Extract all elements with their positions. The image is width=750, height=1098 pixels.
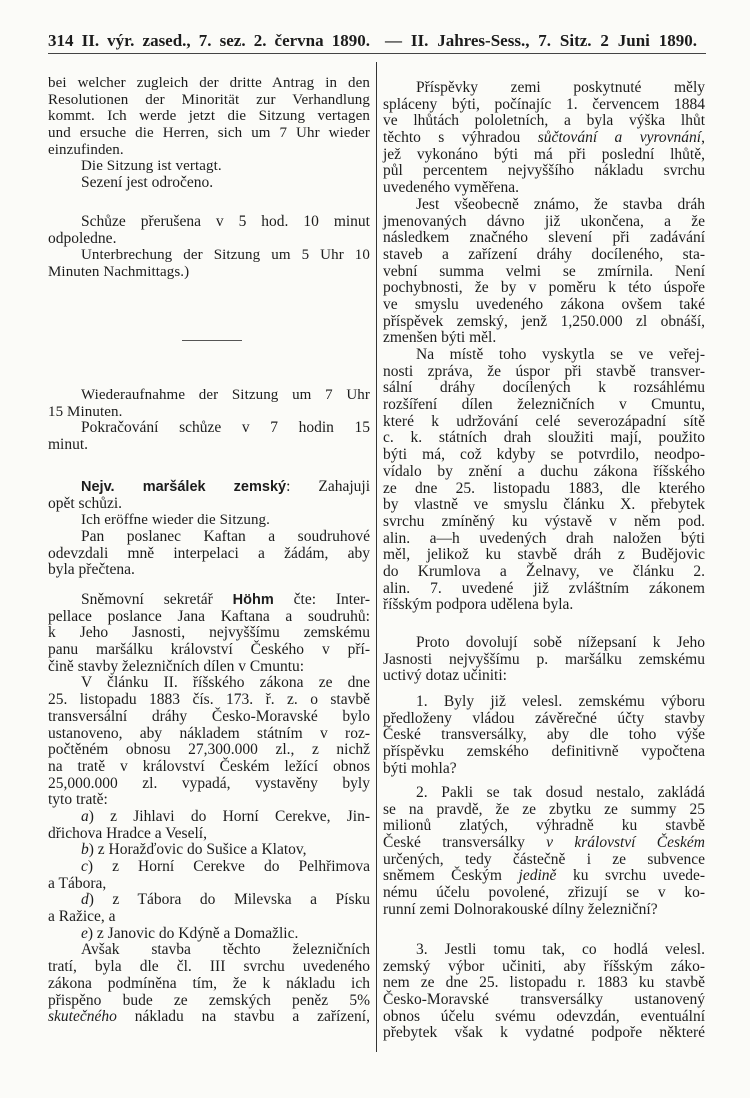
text-line: tratí, byla dle čl. III svrchu uvedeného [48, 958, 370, 976]
text-line: půl percentem nejvyššího nákladu svrchu [383, 162, 705, 180]
text-segment: čte: Inter- [273, 591, 370, 608]
text-line: jmenovaných dávno již ukončena, a že [383, 212, 705, 230]
text-line: Unterbrechung der Sitzung um 5 Uhr 10 [81, 247, 370, 264]
text-line [48, 1009, 370, 1026]
paragraph [383, 347, 705, 614]
right-block-request [383, 635, 705, 685]
text-line: staveb a zařízení dráhy docíleného, sta- [383, 245, 705, 263]
text-line: pochybnosti, že by v poměru k této úspoře [383, 279, 705, 297]
text-segment: nákladu na stavbu a zařízení, [116, 1008, 370, 1026]
text-line: předloženy vládou závěrečné účty stavby [383, 709, 705, 727]
text-line: sální dráhy docílených k rozsáhlému [383, 379, 705, 397]
text-line: nosti zpráva, že úspor při stavbě transver- [383, 362, 705, 380]
text-line [48, 809, 370, 826]
text-line: 25. listopadu 1883 čís. 173. ř. z. o stavbě [48, 691, 370, 709]
text-line: Jest všeobecně známo, že stavba dráh [416, 195, 705, 213]
text-line: 25,000.000 zl. vypadá, vystavěny byly [48, 774, 370, 792]
text-segment: sněmem Českým [383, 867, 519, 885]
paragraph [48, 859, 370, 892]
text-line: panu maršálku království Českého v pří- [48, 641, 370, 659]
paragraph [383, 694, 705, 777]
paragraph [48, 842, 370, 859]
text-line: které k udržování celé severozápadní sítě [383, 412, 705, 430]
text-line: Wiederaufnahme der Sitzung um 7 Uhr [81, 387, 370, 403]
text-segment: ) z Tábora do Milevska a Písku [88, 891, 370, 909]
text-segment: ) z Horažďovic do Sušice a Klatov, [88, 841, 307, 859]
text-segment: , [701, 129, 705, 147]
paragraph [383, 80, 705, 197]
text-line: čině stavby železničních dílen v Cmuntu: [48, 657, 305, 675]
text-line: ve lhůtách pololetních, a byla výška lhůt [383, 112, 705, 130]
paragraph [383, 635, 705, 685]
text-line [48, 479, 370, 496]
text-line: příspěvku zemského definitivně vypočtena [383, 743, 705, 761]
italic-text: jedině [518, 867, 557, 885]
text-line: a Tábora, [48, 874, 107, 892]
text-line: zmenšen býti měl. [383, 329, 497, 347]
text-line: a Ražice, a [48, 908, 116, 926]
text-line: alin. a—h uvedených drah naložen býti [383, 529, 705, 547]
text-line: býti má, což kdyby se potvrdilo, neodpo- [383, 446, 705, 464]
text-line: Sezení jest odročeno. [81, 174, 214, 192]
column-divider [376, 62, 377, 1052]
text-line: se na pravdě, že ze zbytku ze summy 25 [383, 800, 705, 818]
paragraph [48, 809, 370, 842]
text-line: České transversálky, aby dle toho výše [383, 726, 705, 744]
text-line: přebytek však k vydatné podpoře některé [383, 1024, 705, 1042]
text-line [383, 868, 705, 885]
paragraph [383, 785, 705, 919]
left-block-interpellation [48, 592, 370, 1026]
text-line: Minuten Nachmittags.) [48, 264, 190, 281]
right-block-question-1 [383, 694, 705, 777]
text-line: na tratě v království Českém ležící obnos [48, 757, 370, 775]
text-line: následkem značného slevení při zadávání [383, 229, 705, 247]
left-block-marshal-speech [48, 479, 370, 579]
italic-text: v království Českém [546, 834, 705, 852]
text-line: V článku II. říšského zákona ze dne [81, 674, 370, 692]
paragraph [48, 75, 370, 158]
text-line: by vlastně ve smyslu článku X. přebytek [383, 496, 705, 514]
text-line: rozšíření dílen železničních v Cmuntu, [383, 396, 705, 414]
italic-text: d [81, 891, 89, 909]
text-line: svrchu zmíněný ku výstavě v něm pod. [383, 512, 705, 530]
running-header-czech: 314 II. výr. zased., 7. sez. 2. června 1890. [48, 31, 370, 50]
text-line: Příspěvky zemi poskytnuté měly [416, 79, 705, 96]
right-block-question-3 [383, 942, 705, 1042]
italic-text: sůčtování a vyrovnání [537, 129, 702, 147]
paragraph [48, 892, 370, 925]
text-line: Schůze přerušena v 5 hod. 10 minut [81, 213, 370, 230]
paragraph [48, 175, 370, 192]
paragraph [48, 247, 370, 280]
paragraph [48, 512, 370, 529]
text-line: Jasnosti nejvyššímu p. maršálku zemskému [383, 650, 705, 668]
text-line: 1. Byly již velesl. zemskému výboru [416, 693, 705, 710]
text-line: Ich eröffne wieder die Sitzung. [81, 512, 271, 529]
text-line: počtěném obnosu 27,300.000 zl., z nichž [48, 741, 370, 759]
text-line: milionů zlatých, výhradně ku stavbě [383, 817, 705, 835]
text-line [48, 859, 370, 876]
left-block-resumption [48, 387, 370, 454]
text-line: bei welcher zugleich der dritte Antrag in den [48, 75, 370, 91]
left-block-adjournment [48, 75, 370, 192]
text-line: Na místě toho vyskytla se ve veřej- [416, 346, 705, 363]
text-line: Pokračování schůze v 7 hodin 15 [81, 419, 370, 437]
bold-text: Höhm [232, 592, 274, 608]
text-line: und ersuche die Herren, sich um 7 Uhr wieder [48, 125, 370, 142]
text-line: 3. Jestli tomu tak, co hodlá velesl. [416, 941, 705, 958]
right-block-interpellation-body [383, 80, 705, 614]
text-line: obnos účelu svému odevzdán, eventuální [383, 1007, 705, 1025]
text-line: pellace poslance Jana Kaftana a soudruhů: [48, 607, 370, 625]
paragraph [48, 420, 370, 453]
text-line: dřichova Hradce a Veselí, [48, 824, 207, 842]
text-line: einzufinden. [48, 141, 124, 158]
text-line: 2. Pakli se tak dosud nestalo, zakládá [416, 784, 705, 801]
text-line: Proto dovolují sobě nížepsaní k Jeho [416, 634, 705, 651]
text-line: příspěvek zemský, jenž 1,250.000 zl obnáší, [383, 312, 705, 330]
right-block-question-2 [383, 785, 705, 919]
italic-text: skutečného [48, 1008, 117, 1026]
italic-text: a [81, 807, 89, 825]
paragraph [48, 675, 370, 809]
text-line: říšským podpora udělena byla. [383, 596, 574, 614]
text-segment: ) z Horní Cerekve do Pelhřimova [87, 858, 370, 875]
text-line: Avšak stavba těchto železničních [81, 941, 370, 959]
text-line: tyto tratě: [48, 791, 108, 809]
text-line: k Jeho Jasnosti, nejvyššímu zemskému [48, 624, 370, 642]
text-line: nému účelu povolené, zřizují se v ko- [383, 884, 705, 902]
text-line [48, 592, 370, 609]
italic-text: c [81, 858, 88, 875]
text-line: byla přečtena. [48, 561, 135, 579]
text-segment: ku svrchu uvede- [556, 867, 705, 885]
text-line [383, 835, 705, 852]
text-line: c. k. státních drah sloužiti mají, použito [383, 429, 705, 447]
text-line: Česko-Moravské transversálky ustanovený [383, 991, 705, 1009]
text-line: minut. [48, 436, 89, 454]
italic-text: b [81, 841, 89, 859]
paragraph [48, 592, 370, 675]
header-rule [48, 53, 706, 54]
text-line: zákona podmíněna tím, že k nákladu ich [48, 974, 370, 992]
running-header-german: — II. Jahres-Sess., 7. Sitz. 2 Juni 1890. [385, 31, 697, 50]
text-line: zemský výbor učiniti, aby říšským záko- [383, 957, 705, 975]
text-line: Resolutionen der Minorität zur Verhandlung [48, 91, 370, 108]
text-line: odevzdali mně interpelaci a žádám, aby [48, 544, 370, 562]
text-segment: ) z Jihlavi do Horní Cerekve, Jin- [88, 807, 370, 825]
paragraph [48, 942, 370, 1025]
text-line [48, 842, 370, 859]
text-line: vídalo by znění a duchu zákona říšského [383, 462, 705, 480]
text-line: uctivý dotaz učiniti: [383, 667, 507, 685]
text-segment: ) z Janovic do Kdýně a Domažlic. [87, 924, 299, 942]
text-line: Pan poslanec Kaftan a soudruhové [81, 528, 370, 546]
text-line: odpoledne. [48, 229, 117, 247]
text-line: opět schůzi. [48, 494, 123, 512]
text-line: přispěno bude ze zemských peněz 5% [48, 991, 370, 1009]
paragraph [48, 387, 370, 420]
text-line: 15 Minuten. [48, 403, 123, 420]
text-line: býti mohla? [383, 759, 457, 777]
paragraph [48, 158, 370, 175]
paragraph [383, 942, 705, 1042]
italic-text: e [81, 924, 88, 942]
text-line: jež vykonáno býti má při poslední lhůtě, [383, 145, 705, 163]
section-separator [182, 340, 242, 341]
text-line [48, 892, 370, 909]
paragraph [48, 479, 370, 512]
paragraph [48, 214, 370, 247]
text-line: spláceny býti, počínajíc 1. červencem 1884 [383, 95, 705, 113]
text-line: nem ze dne 25. listopadu r. 1883 ku stavbě [383, 974, 705, 992]
bold-text: Nejv. maršálek zemský [81, 479, 287, 495]
text-line: určených, tedy částečně i ze subvence [383, 850, 705, 868]
text-segment: těchto s výhradou [383, 129, 538, 147]
text-line: alin. 7. uvedené již zvláštním zákonem [383, 579, 705, 597]
text-segment: České transversálky [383, 834, 547, 852]
text-line: ustanoveno, aby nákladem státním v roz- [48, 724, 370, 742]
text-line: kommt. Ich werde jetzt die Sitzung vertagen [48, 108, 370, 125]
text-line: ve smyslu uvedeného zákona ovšem také [383, 295, 705, 313]
text-line: vební summa velmi se zmírnila. Není [383, 262, 705, 280]
text-line: do Krumlova a Želnavy, ve článku 2. [383, 562, 705, 580]
text-line: měl, jelikož ku stavbě dráh z Budějovic [383, 546, 705, 564]
paragraph [48, 926, 370, 943]
paragraph [383, 197, 705, 347]
left-block-interruption [48, 214, 370, 281]
text-line [383, 130, 705, 147]
text-line: runní zemi Dolnorakouské dílny železniční? [383, 900, 658, 918]
text-segment: Sněmovní sekretář [81, 591, 233, 608]
text-line: Die Sitzung ist vertagt. [81, 158, 222, 175]
paragraph [48, 529, 370, 579]
text-line [48, 926, 370, 943]
text-line: ze dne 25. listopadu 1883, dle kterého [383, 479, 705, 497]
text-line: transversální dráhy Česko-Moravské bylo [48, 707, 370, 725]
text-line: uvedeného vyměřena. [383, 179, 519, 197]
text-segment: : Zahajuji [286, 478, 370, 495]
